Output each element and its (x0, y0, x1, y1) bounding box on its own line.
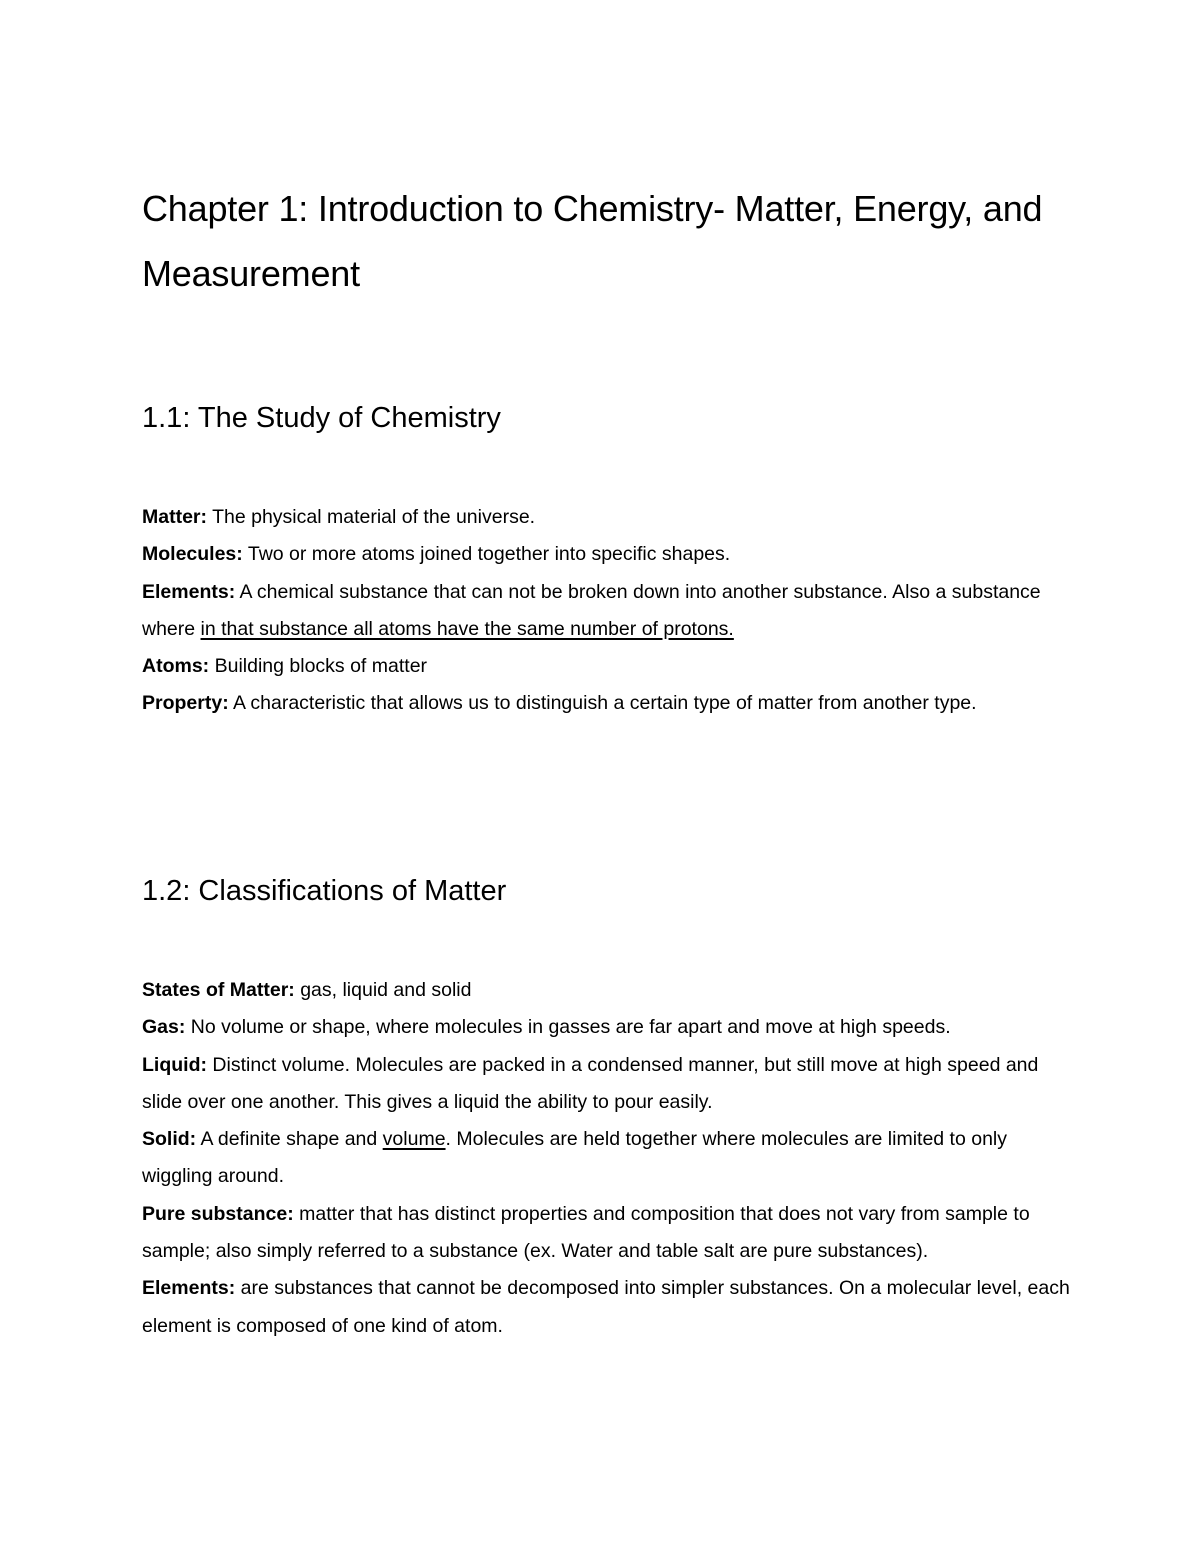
definition-list-1-2 (142, 972, 1072, 1345)
definition-text: Distinct volume. Molecules are packed in a condensed manner, but still move at high speed and slide over one another. This gives a liquid the ability to pour easily. (142, 1053, 1039, 1113)
definition-text: Building blocks of matter (214, 655, 428, 678)
underlined-text: in that substance all atoms have the same number of protons. (200, 617, 734, 640)
definition-text: The physical material of the universe. (212, 506, 536, 528)
definition-list-1-1 (142, 499, 1072, 723)
definition-term: Pure substance: (142, 1202, 294, 1225)
definition-text: A definite shape and (200, 1128, 383, 1151)
definition-elements (142, 574, 1072, 649)
definition-term: States of Matter: (142, 979, 295, 1001)
definition-text: Two or more atoms joined together into specific shapes. (247, 543, 731, 566)
definition-term: Elements: (142, 1277, 236, 1300)
underlined-text: volume (382, 1128, 446, 1151)
definition-states-of-matter (142, 972, 1072, 1009)
definition-term: Liquid: (142, 1053, 207, 1076)
definition-property (142, 685, 1072, 722)
definition-atoms (142, 648, 1072, 685)
definition-gas (142, 1009, 1072, 1046)
definition-term: Gas: (142, 1016, 186, 1039)
definition-pure-substance (142, 1196, 1072, 1271)
definition-text: gas, liquid and solid (300, 979, 472, 1001)
definition-matter (142, 499, 1072, 536)
section-heading-1-2: 1.2: Classifications of Matter (142, 875, 507, 907)
definition-molecules (142, 536, 1072, 573)
section-heading-1-1: 1.1: The Study of Chemistry (142, 402, 501, 434)
definition-term: Molecules: (142, 543, 243, 566)
definition-solid (142, 1121, 1072, 1196)
definition-term: Atoms: (142, 655, 210, 678)
definition-text: A characteristic that allows us to distinguish a certain type of matter from another type. (233, 692, 977, 715)
definition-liquid (142, 1047, 1072, 1122)
definition-text: A chemical substance that can not be broken down into another substance. Also a substance where (142, 580, 1041, 640)
definition-text: . Molecules are held together where molecules are limited to only wiggling around. (142, 1128, 1008, 1188)
definition-term: Property: (142, 692, 229, 715)
definition-text: matter that has distinct properties and composition that does not vary from sample to sample; also simply referred to a substance (ex. Water and table salt are pure substances). (142, 1202, 1030, 1263)
definition-text: No volume or shape, where molecules in gasses are far apart and move at high speeds. (190, 1016, 951, 1039)
definition-term: Elements: (142, 580, 236, 603)
definition-term: Matter: (142, 506, 208, 528)
definition-text: are substances that cannot be decomposed into simpler substances. On a molecular level, each element is composed of one kind of atom. (142, 1277, 1070, 1337)
definition-term: Solid: (142, 1128, 197, 1151)
definition-elements-2 (142, 1270, 1072, 1345)
chapter-title: Chapter 1: Introduction to Chemistry- Matter, Energy, and Measurement (142, 188, 1043, 294)
